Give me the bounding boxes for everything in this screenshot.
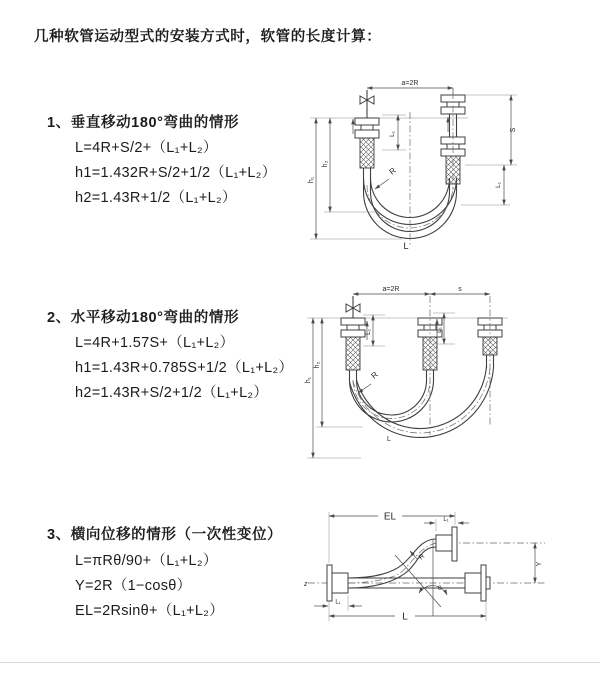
section2-formula-L: L=4R+1.57S+（L₁+L₂） — [75, 335, 235, 351]
dim-label-h1: h₁ — [308, 176, 315, 184]
section2-formula-h2: h2=1.43R+S/2+1/2（L₁+L₂） — [75, 385, 269, 401]
length-label: L — [403, 241, 409, 251]
dim-label-l1-bottom: L₁ — [335, 599, 341, 606]
right-flange-displaced — [436, 527, 457, 561]
left-fitting — [355, 118, 379, 192]
dim-label-s: s — [458, 286, 462, 293]
section2-formula-h1: h1=1.43R+0.785S+1/2（L₁+L₂） — [75, 360, 294, 376]
angle-label: θ — [438, 585, 442, 592]
dim-label-el: EL — [383, 511, 397, 523]
dim-label-l1-left: L₁ — [365, 329, 372, 335]
valve-icon — [346, 296, 360, 318]
valve-icon — [360, 90, 374, 118]
dim-label-l1-right: L₁ — [495, 182, 502, 188]
section1-formula-h2: h2=1.43R+1/2（L₁+L₂） — [75, 190, 237, 206]
hose-u-loop-moved — [350, 355, 494, 437]
braided-section — [360, 138, 374, 168]
right-flange-original — [465, 565, 490, 601]
dim-label-h2: h₂ — [314, 361, 321, 369]
radius-label: R — [417, 552, 427, 562]
dim-label-h1: h₁ — [305, 376, 312, 384]
dim-label-l: L — [402, 611, 408, 623]
dim-label-l1-left: L₁ — [389, 131, 396, 137]
dim-label-s: S — [510, 127, 517, 133]
section1-formula-L: L=4R+S/2+（L₁+L₂） — [75, 140, 218, 156]
dim-label-y: Y — [536, 561, 543, 567]
section1-heading: 1、垂直移动180°弯曲的情形 — [47, 115, 240, 131]
hose-u-loop-original — [350, 370, 434, 422]
slant-axis-line — [395, 552, 441, 607]
section1-formula-h1: h1=1.432R+S/2+1/2（L₁+L₂） — [75, 165, 277, 181]
dim-label-l1-mid: L₁ — [436, 327, 443, 333]
diagram-lateral-offset — [300, 498, 600, 648]
dim-label-a2r: a=2R — [382, 286, 400, 293]
section3-formula-Y: Y=2R（1−cosθ） — [75, 578, 192, 594]
dim-label-l1-top: L₁ — [443, 517, 449, 523]
centerline-break-mark: z — [304, 581, 308, 588]
section3-formula-EL: EL=2Rsinθ+（L₁+L₂） — [75, 603, 225, 619]
radius-leader — [375, 179, 389, 189]
diagram-vertical-180 — [306, 72, 596, 257]
section2-heading: 2、水平移动180°弯曲的情形 — [47, 310, 240, 326]
dim-label-h2: h₂ — [322, 160, 329, 168]
left-fitting — [341, 318, 365, 370]
section3-heading: 3、横向位移的情形（一次性变位） — [47, 527, 283, 543]
left-flange — [327, 565, 348, 601]
radius-label: R — [369, 369, 380, 381]
diagram-horizontal-180 — [303, 280, 600, 470]
radius-label: R — [387, 165, 398, 177]
hose-s-curve-displaced — [348, 539, 436, 588]
section3-formula-L: L=πRθ/90+（L₁+L₂） — [75, 553, 218, 569]
length-label: L — [387, 436, 391, 443]
dim-label-a2r: a=2R — [401, 80, 419, 87]
page-bottom-edge — [0, 662, 600, 663]
doc-title: 几种软管运动型式的安装方式时，软管的长度计算： — [34, 29, 382, 45]
